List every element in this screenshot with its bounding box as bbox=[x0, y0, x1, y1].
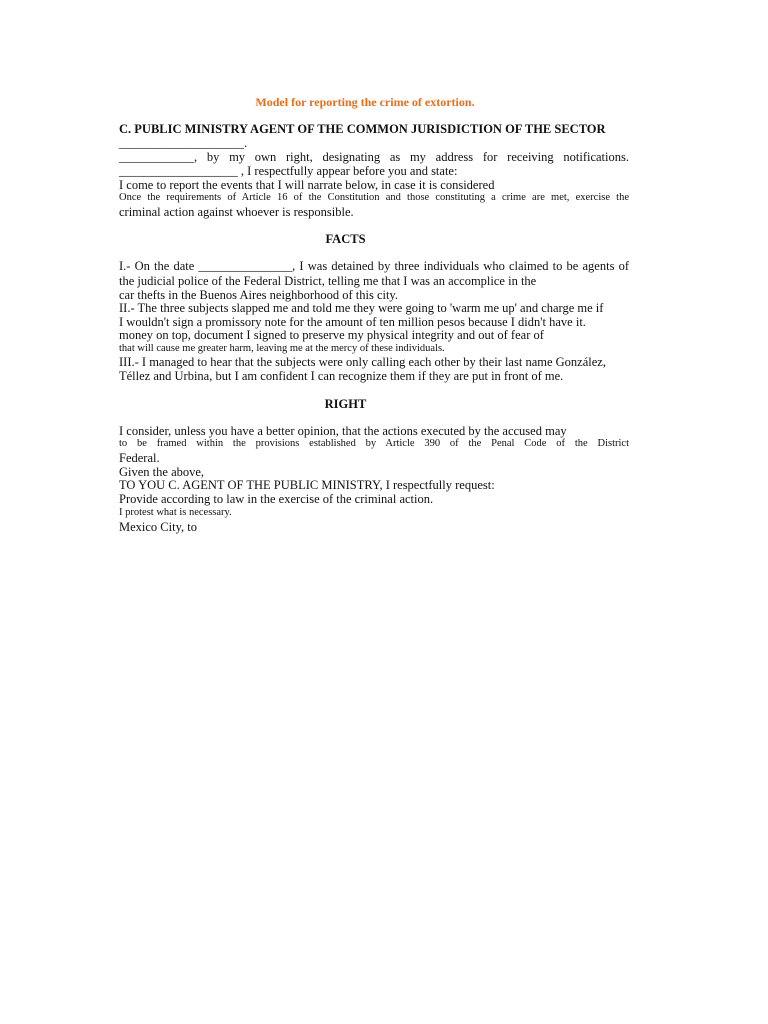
facts-line-8: III.- I managed to hear that the subjects were only calling each other by their last name González, bbox=[119, 355, 606, 369]
facts-line-5: I wouldn't sign a promissory note for the amount of ten million pesos because I didn't have it. bbox=[119, 315, 586, 329]
right-line-4: Given the above, bbox=[119, 465, 205, 479]
facts-line-2: the judicial police of the Federal District, telling me that I was an accomplice in the bbox=[119, 274, 537, 288]
right-line-5: TO YOU C. AGENT OF THE PUBLIC MINISTRY, I respectfully request: bbox=[119, 478, 495, 492]
document-title: Model for reporting the crime of extortion. bbox=[255, 95, 475, 109]
right-line-2: to be framed within the provisions established by Article 390 of the Penal Code of the District bbox=[119, 438, 629, 449]
facts-line-7: that will cause me greater harm, leaving me at the mercy of these individuals. bbox=[119, 343, 445, 354]
intro-line-1: ____________________. bbox=[119, 136, 248, 150]
facts-line-6: money on top, document I signed to preserve my physical integrity and out of fear of bbox=[119, 328, 544, 342]
facts-line-9: Téllez and Urbina, but I am confident I can recognize them if they are put in front of me. bbox=[119, 369, 564, 383]
intro-line-5: Once the requirements of Article 16 of the Constitution and those constituting a crime are met, exercise the bbox=[119, 192, 629, 203]
facts-heading: FACTS bbox=[325, 232, 366, 246]
right-line-7: I protest what is necessary. bbox=[119, 507, 232, 518]
right-heading: RIGHT bbox=[324, 397, 367, 411]
right-line-6: Provide according to law in the exercise of the criminal action. bbox=[119, 492, 434, 506]
intro-line-6: criminal action against whoever is responsible. bbox=[119, 205, 354, 219]
intro-line-2: ____________, by my own right, designating as my address for receiving notifications. bbox=[119, 150, 629, 164]
addressee-line: C. PUBLIC MINISTRY AGENT OF THE COMMON JURISDICTION OF THE SECTOR bbox=[119, 122, 606, 136]
right-line-3: Federal. bbox=[119, 451, 160, 465]
intro-line-4: I come to report the events that I will narrate below, in case it is considered bbox=[119, 178, 495, 192]
facts-line-3: car thefts in the Buenos Aires neighborhood of this city. bbox=[119, 288, 398, 302]
right-line-1: I consider, unless you have a better opinion, that the actions executed by the accused may bbox=[119, 424, 567, 438]
facts-line-4: II.- The three subjects slapped me and told me they were going to 'warm me up' and charge me if bbox=[119, 301, 604, 315]
intro-line-3: ___________________ , I respectfully appear before you and state: bbox=[119, 164, 458, 178]
right-line-8: Mexico City, to bbox=[119, 520, 198, 534]
facts-line-1: I.- On the date _______________, I was detained by three individuals who claimed to be agents of bbox=[119, 259, 629, 273]
